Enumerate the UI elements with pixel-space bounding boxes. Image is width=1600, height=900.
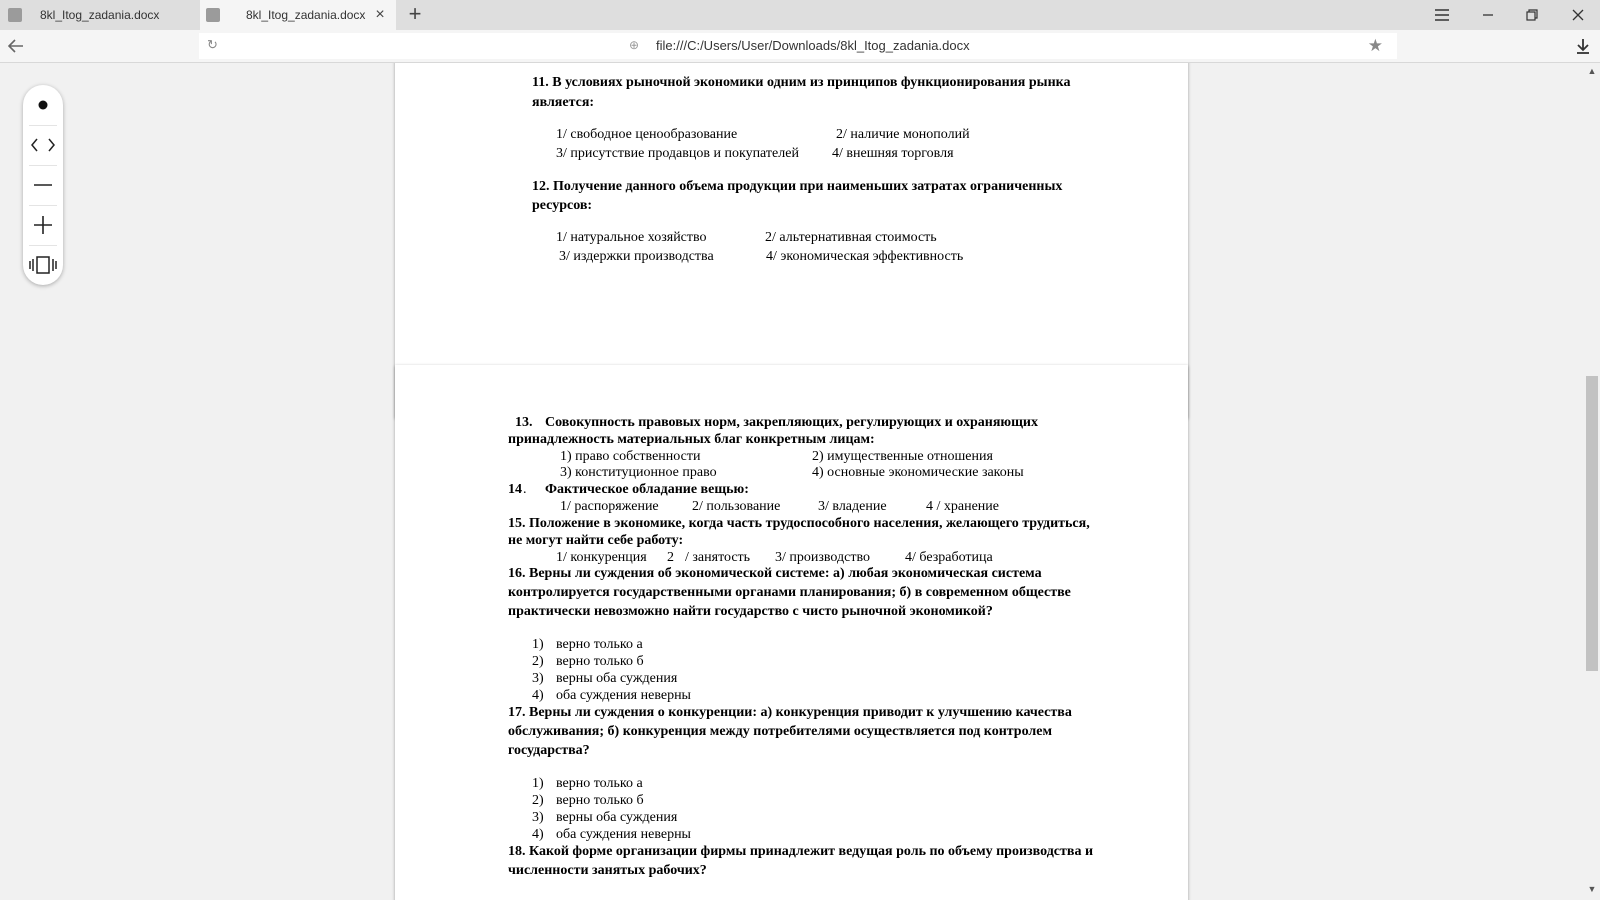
q12-answer-3: 3/ издержки производства bbox=[559, 249, 714, 264]
tab-1[interactable] bbox=[0, 0, 200, 30]
fit-page-icon[interactable] bbox=[23, 245, 63, 285]
question-14-text: Фактическое обладание вещью: bbox=[545, 482, 749, 497]
question-15-line-2: не могут найти себе работу: bbox=[508, 533, 684, 548]
q13-answer-2: 2) имущественные отношения bbox=[812, 449, 993, 464]
document-viewport[interactable] bbox=[0, 63, 1584, 900]
q12-answer-2: 2/ альтернативная стоимость bbox=[765, 230, 937, 245]
q15-answer-3: 3/ производство bbox=[775, 550, 870, 565]
reload-icon[interactable]: ↻ bbox=[207, 37, 218, 52]
q16-option-1-number: 1) bbox=[532, 637, 544, 652]
document-icon bbox=[206, 8, 220, 22]
vertical-scrollbar[interactable] bbox=[1584, 63, 1600, 900]
pointer-dot-icon[interactable] bbox=[23, 85, 63, 125]
q12-answer-4: 4/ экономическая эффективность bbox=[766, 249, 964, 264]
question-16-line-1: 16. Верны ли суждения об экономической системе: а) любая экономическая система bbox=[508, 566, 1042, 581]
question-17-line-1: 17. Верны ли суждения о конкуренции: а) конкуренция приводит к улучшению качества bbox=[508, 705, 1072, 720]
prev-next-page-icon[interactable] bbox=[23, 125, 63, 165]
question-13-line-1: Совокупность правовых норм, закрепляющих, регулирующих и охраняющих bbox=[545, 415, 1038, 430]
q16-option-3-number: 3) bbox=[532, 671, 544, 686]
new-tab-icon[interactable]: + bbox=[408, 1, 422, 26]
q15-answer-2: / занятость bbox=[685, 550, 751, 565]
zoom-in-icon[interactable] bbox=[23, 205, 63, 245]
q17-option-1-number: 1) bbox=[532, 776, 544, 791]
q16-option-1: верно только а bbox=[556, 637, 643, 652]
viewer-toolbar bbox=[23, 85, 63, 285]
zoom-out-icon[interactable] bbox=[23, 165, 63, 205]
bookmark-star-icon[interactable]: ★ bbox=[1367, 36, 1383, 55]
question-17-line-3: государства? bbox=[508, 743, 590, 758]
scroll-down-icon[interactable]: ▼ bbox=[1587, 884, 1597, 894]
q11-answer-4: 4/ внешняя торговля bbox=[832, 146, 954, 161]
q15-answer-2-number: 2 bbox=[667, 550, 674, 565]
q15-answer-4: 4/ безработица bbox=[905, 550, 993, 565]
scrollbar-thumb[interactable] bbox=[1586, 376, 1598, 671]
question-16-line-2: контролируется государственными органами планирования; б) в современном обществе bbox=[508, 585, 1071, 600]
q11-answer-1: 1/ свободное ценообразование bbox=[556, 127, 738, 142]
question-18-line-2: численности занятых рабочих? bbox=[508, 863, 707, 878]
question-14-dot: . bbox=[523, 482, 527, 497]
document-icon bbox=[8, 8, 22, 22]
close-window-icon[interactable] bbox=[1556, 0, 1600, 30]
close-tab-icon[interactable]: × bbox=[375, 6, 385, 23]
download-icon[interactable] bbox=[1572, 35, 1594, 57]
address-bar bbox=[0, 30, 1600, 63]
url-text[interactable]: file:///C:/Users/User/Downloads/8kl_Itog_zadania.docx bbox=[656, 38, 970, 53]
q14-answer-1: 1/ распоряжение bbox=[560, 499, 659, 514]
q13-answer-1: 1) право собственности bbox=[560, 449, 701, 464]
q11-answer-3: 3/ присутствие продавцов и покупателей bbox=[556, 146, 799, 161]
q13-answer-4: 4) основные экономические законы bbox=[812, 465, 1024, 480]
scroll-up-icon[interactable]: ▲ bbox=[1587, 66, 1597, 76]
question-13-number: 13. bbox=[515, 415, 533, 430]
restore-icon[interactable] bbox=[1510, 0, 1554, 30]
question-16-line-3: практически невозможно найти государство с чисто рыночной экономикой? bbox=[508, 604, 993, 619]
question-14-number: 14 bbox=[508, 482, 522, 497]
q17-option-1: верно только а bbox=[556, 776, 643, 791]
q14-answer-3: 3/ владение bbox=[818, 499, 887, 514]
url-field[interactable] bbox=[199, 33, 1397, 59]
question-18-line-1: 18. Какой форме организации фирмы принадлежит ведущая роль по объему производства и bbox=[508, 844, 1094, 859]
menu-icon[interactable] bbox=[1420, 0, 1464, 30]
question-12-line-1: 12. Получение данного объема продукции при наименьших затратах ограниченных bbox=[532, 179, 1063, 194]
globe-icon: ⊕ bbox=[629, 38, 640, 52]
question-12-line-2: ресурсов: bbox=[532, 198, 593, 213]
back-arrow-icon[interactable] bbox=[4, 34, 28, 58]
question-15-line-1: 15. Положение в экономике, когда часть трудоспособного населения, желающего трудиться, bbox=[508, 516, 1090, 531]
tab-bar bbox=[0, 0, 1600, 30]
question-11-line-2: является: bbox=[532, 95, 595, 110]
tab-1-label: 8kl_Itog_zadania.docx bbox=[40, 8, 160, 22]
minimize-icon[interactable] bbox=[1466, 0, 1510, 30]
q11-answer-2: 2/ наличие монополий bbox=[836, 127, 970, 142]
question-13-line-2: принадлежность материальных благ конкретным лицам: bbox=[508, 432, 875, 447]
q16-option-2-number: 2) bbox=[532, 654, 544, 669]
q13-answer-3: 3) конституционное право bbox=[560, 465, 717, 480]
q16-option-4-number: 4) bbox=[532, 688, 544, 703]
q16-option-2: верно только б bbox=[556, 654, 644, 669]
document-page-2 bbox=[395, 365, 1188, 900]
q14-answer-2: 2/ пользование bbox=[692, 499, 781, 514]
tab-2-active[interactable] bbox=[200, 0, 396, 30]
q17-option-3-number: 3) bbox=[532, 810, 544, 825]
q17-option-3: верны оба суждения bbox=[556, 810, 678, 825]
q12-answer-1: 1/ натуральное хозяйство bbox=[556, 230, 707, 245]
question-11-line-1: 11. В условиях рыночной экономики одним из принципов функционирования рынка bbox=[532, 75, 1071, 90]
tab-2-label: 8kl_Itog_zadania.docx bbox=[246, 8, 366, 22]
q17-option-4: оба суждения неверны bbox=[556, 827, 691, 842]
question-17-line-2: обслуживания; б) конкуренция между потребителями осуществляется под контролем bbox=[508, 724, 1053, 739]
q16-option-4: оба суждения неверны bbox=[556, 688, 691, 703]
q17-option-2-number: 2) bbox=[532, 793, 544, 808]
q16-option-3: верны оба суждения bbox=[556, 671, 678, 686]
q17-option-4-number: 4) bbox=[532, 827, 544, 842]
q15-answer-1: 1/ конкуренция bbox=[556, 550, 647, 565]
q17-option-2: верно только б bbox=[556, 793, 644, 808]
q14-answer-4: 4 / хранение bbox=[926, 499, 1000, 514]
